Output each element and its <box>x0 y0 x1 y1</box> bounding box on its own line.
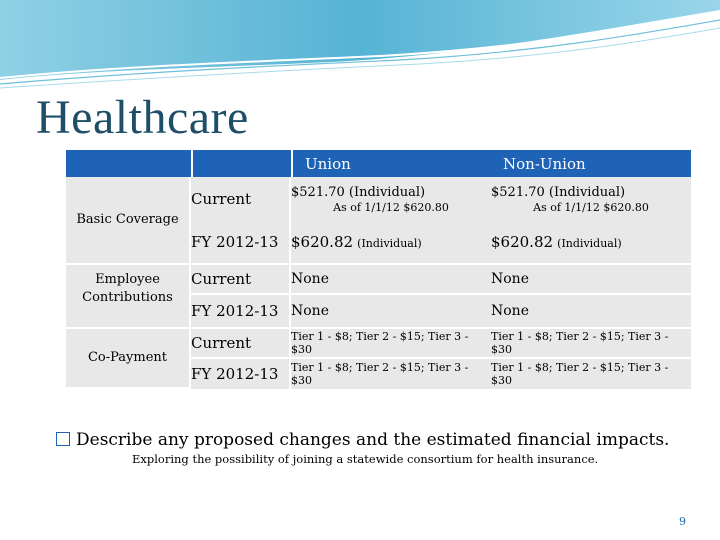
nonunion-cell <box>491 221 691 265</box>
bullet-subtext: Exploring the possibility of joining a statewide consortium for health insurance. <box>132 452 599 466</box>
union-suffix: (Individual) <box>357 237 422 250</box>
period-label: FY 2012-13 <box>191 359 291 389</box>
nonunion-amount: $521.70 (Individual) <box>491 184 626 200</box>
bullet-item <box>56 430 669 450</box>
period-label: Current <box>191 177 291 221</box>
table-row <box>66 265 691 295</box>
union-cell: Tier 1 - $8; Tier 2 - $15; Tier 3 - $30 <box>291 359 491 389</box>
nonunion-cell: Tier 1 - $8; Tier 2 - $15; Tier 3 - $30 <box>491 329 691 359</box>
union-amount: $521.70 (Individual) <box>291 184 426 200</box>
union-cell: None <box>291 265 491 295</box>
healthcare-table <box>66 150 691 389</box>
bullet-text: Describe any proposed changes and the estimated financial impacts. <box>76 430 670 450</box>
nonunion-note: As of 1/1/12 $620.80 <box>533 200 649 214</box>
group-label-employee-contributions: Employee Contributions <box>66 265 191 329</box>
nonunion-amount: $620.82 <box>491 233 554 251</box>
union-note: As of 1/1/12 $620.80 <box>333 200 449 214</box>
table-row <box>66 329 691 359</box>
slide-title: Healthcare <box>36 91 249 144</box>
page-number: 9 <box>679 515 686 528</box>
nonunion-cell: None <box>491 265 691 295</box>
union-amount: $620.82 <box>291 233 354 251</box>
table-row <box>66 177 691 221</box>
header-cell-empty-1 <box>66 150 191 177</box>
union-cell <box>291 221 491 265</box>
period-label: Current <box>191 265 291 295</box>
header-wave-decoration <box>0 0 720 90</box>
header-non-union: Non-Union <box>491 150 691 177</box>
union-cell: None <box>291 295 491 329</box>
nonunion-cell <box>491 177 691 221</box>
period-label: FY 2012-13 <box>191 221 291 265</box>
header-cell-empty-2 <box>191 150 291 177</box>
bullet-box-icon <box>56 432 70 446</box>
nonunion-cell: Tier 1 - $8; Tier 2 - $15; Tier 3 - $30 <box>491 359 691 389</box>
nonunion-suffix: (Individual) <box>557 237 622 250</box>
union-cell <box>291 177 491 221</box>
period-label: Current <box>191 329 291 359</box>
group-label-co-payment: Co-Payment <box>66 329 191 389</box>
period-label: FY 2012-13 <box>191 295 291 329</box>
header-row <box>66 150 691 177</box>
nonunion-cell: None <box>491 295 691 329</box>
group-label-basic-coverage: Basic Coverage <box>66 177 191 265</box>
header-union: Union <box>291 150 491 177</box>
union-cell: Tier 1 - $8; Tier 2 - $15; Tier 3 - $30 <box>291 329 491 359</box>
